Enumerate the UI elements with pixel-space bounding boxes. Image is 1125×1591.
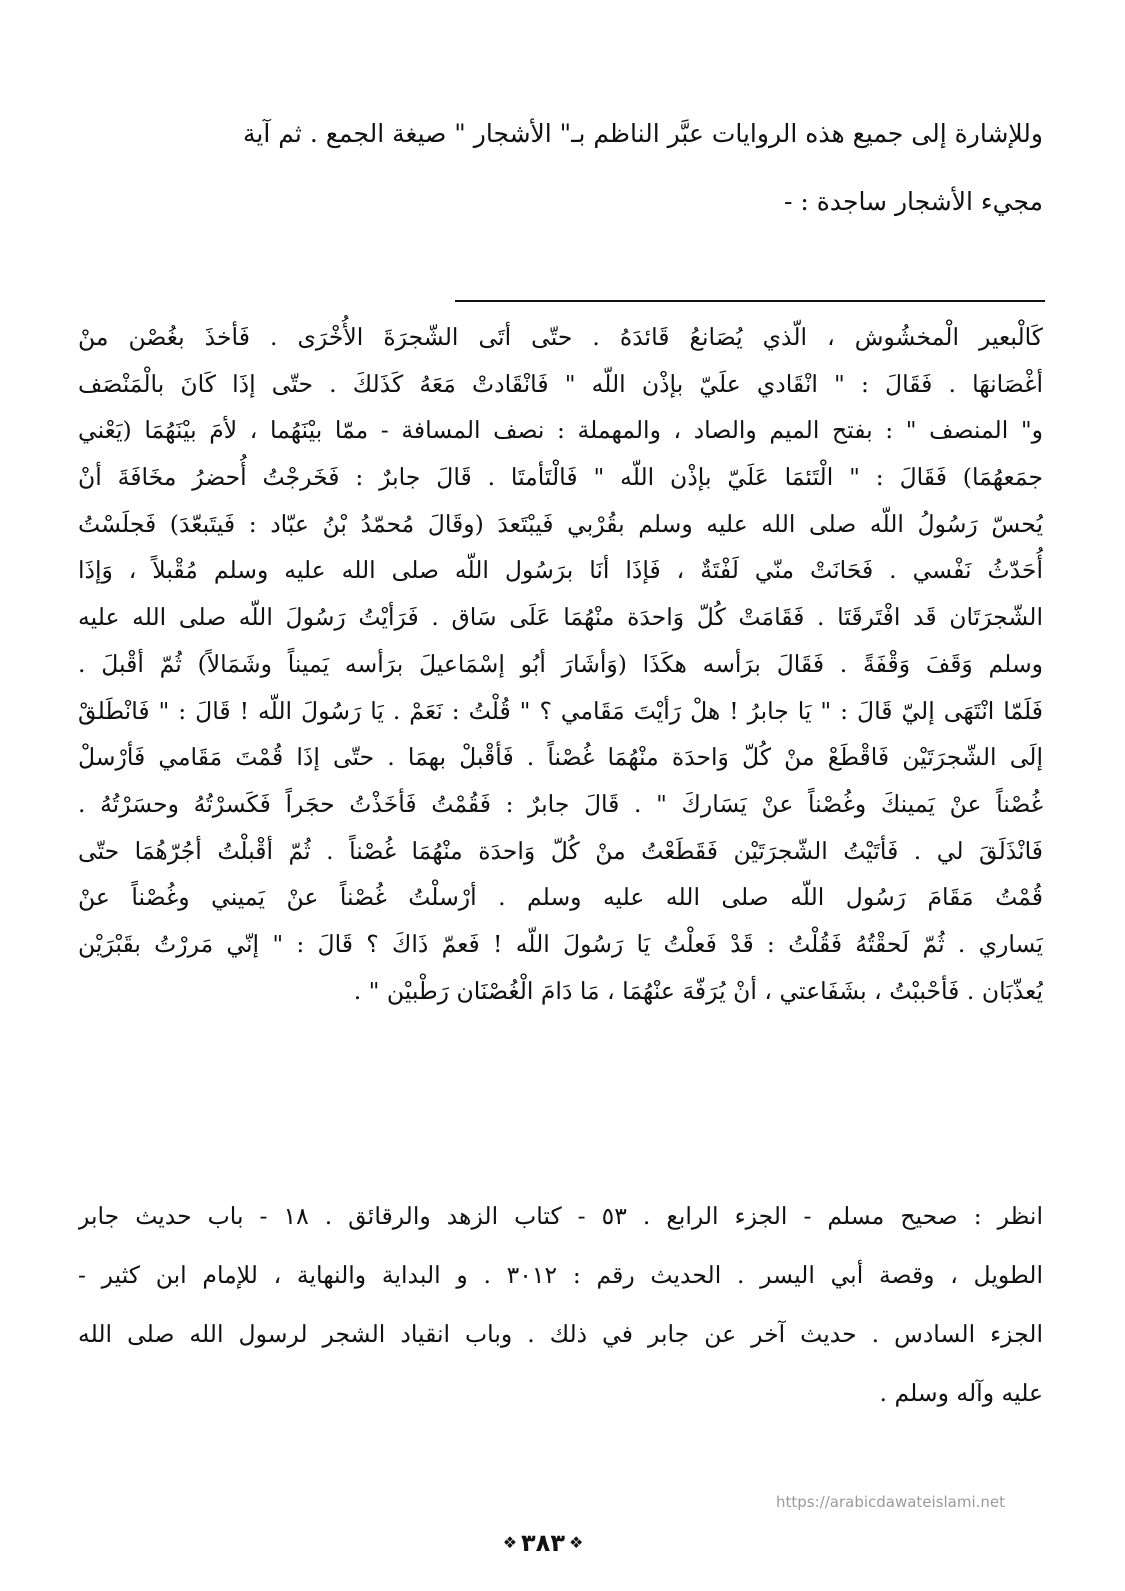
footnote-line: جمَعهُمَا) فَقَالَ : " الْتَئمَا عَلَيّ بإذْن اللّه " فَالْتَأمتَا . قَالَ جابرٌ : فَخَرجْتُ أُحضرُ مخَافَةَ أنْ bbox=[78, 463, 1043, 492]
footnote-separator bbox=[455, 300, 1045, 302]
intro-line: وللإشارة إلى جميع هذه الروايات عبَّر الناظم بـ" الأشجار " صيغة الجمع . ثم آية bbox=[243, 119, 1043, 148]
intro-paragraph bbox=[78, 100, 1043, 236]
footnote-line: فَانْذَلَقَ لي . فَأتَيْتُ الشّجرَتَيْن فَقَطَعْتُ منْ كُلّ وَاحدَة منْهُمَا غُصْناً . ثُمّ أقْبلْتُ أجُرّهُمَا حتّى bbox=[78, 836, 1043, 865]
reference-line: عليه وآله وسلم . bbox=[879, 1379, 1043, 1407]
source-watermark: https://arabicdawateislami.net bbox=[776, 1493, 1006, 1511]
footnote-line: وسلم وَقَفَ وَقْفَةً . فَقَالَ برَأسه هكَذَا (وَأشَارَ أبُو إسْمَاعيلَ برَأسه يَميناً وشَمَالاً) ثُمّ أقْبلَ . bbox=[78, 649, 1043, 678]
page-number: ٣٨٣ bbox=[521, 1529, 565, 1557]
footnote-line: يُعذّبَان . فَأحْببْتُ ، بشَفَاعتي ، أنْ يُرَفّهَ عنْهُمَا ، مَا دَامَ الْغُصْنَان رَطْبيْن " . bbox=[353, 976, 1043, 1005]
footnote-line: غُصْناً عنْ يَمينكَ وغُصْناً عنْ يَسَاركَ " . قَالَ جابرٌ : فَقُمْتُ فَأخَذْتُ حجَراً فَكَسرْتُهُ وحسَرْتُهُ . bbox=[78, 789, 1043, 818]
footnote-line: إلَى الشّجرَتَيْن فَاقْطَعْ منْ كُلّ وَاحدَة منْهُمَا غُصْناً . فَأقْبلْ بهمَا . حتّى إذَا قُمْتَ مَقَامي فَأرْسلْ bbox=[78, 743, 1043, 772]
footnote-line: يَساري . ثُمّ لَحقْتُهُ فَقُلْتُ : قَدْ فَعلْتُ يَا رَسُولَ اللّه ! فَعمّ ذَاكَ ؟ قَالَ : " إنّي مَررْتُ بقَبْرَيْن bbox=[78, 929, 1043, 958]
footnote-line: أُحَدّثُ نَفْسي . فَحَانَتْ منّي لَفْتَةٌ ، فَإذَا أنَا برَسُول اللّه صلى الله عليه وسلم مُقْبلاً ، وَإذَا bbox=[78, 556, 1043, 585]
footnote-line: يُحسّ رَسُولُ اللّه صلى الله عليه وسلم بقُرْبي فَيبْتَعدَ (وقَالَ مُحمّدُ بْنُ عبّاد : فَيتَبعّدَ) فَجلَسْتُ bbox=[78, 509, 1043, 538]
footnote-line: كَالْبعير الْمخشُوش ، الّذي يُصَانعُ قَائدَهُ . حتّى أتَى الشّجرَةَ الأُخْرَى . فَأخذَ بغُصْن منْ bbox=[78, 323, 1043, 351]
footnote-hadith-text bbox=[78, 314, 1043, 1014]
intro-line: مجيء الأشجار ساجدة : - bbox=[784, 187, 1043, 216]
footnote-line: الشّجرَتَان قَد افْتَرقَتَا . فَقَامَتْ كُلّ وَاحدَة منْهُمَا عَلَى سَاق . فَرَأيْتُ رَسُولَ اللّه صلى الله عليه bbox=[78, 603, 1043, 632]
ornament-left-icon: ❖ bbox=[502, 1533, 518, 1552]
footnote-line: فَلَمّا انْتَهَى إليّ قَالَ : " يَا جابرُ ! هلْ رَأيْتَ مَقَامي ؟ " قُلْتُ : نَعَمْ . يَا رَسُولَ اللّه ! قَالَ : " فَانْطَلقْ bbox=[78, 696, 1043, 725]
footnote-line: قُمْتُ مَقَامَ رَسُول اللّه صلى الله عليه وسلم . أرْسلْتُ غُصْناً عنْ يَميني وغُصْناً عنْ bbox=[78, 883, 1043, 912]
footnote-references bbox=[78, 1187, 1043, 1423]
footnote-line: و" المنصف " : بفتح الميم والصاد ، والمهملة : نصف المسافة - ممّا بيْنَهُما ، لأمَ بيْنَهُمَا (يَعْني bbox=[78, 416, 1043, 445]
ornament-right-icon: ❖ bbox=[568, 1533, 584, 1552]
reference-line: انظر : صحيح مسلم - الجزء الرابع . ٥٣ - كتاب الزهد والرقائق . ١٨ - باب حديث جابر bbox=[78, 1202, 1043, 1230]
reference-line: الطويل ، وقصة أبي اليسر . الحديث رقم : ٣٠١٢ . و البداية والنهاية ، للإمام ابن كثير - bbox=[78, 1261, 1043, 1289]
reference-line: الجزء السادس . حديث آخر عن جابر في ذلك . وباب انقياد الشجر لرسول الله صلى الله bbox=[78, 1320, 1043, 1348]
page-number-box bbox=[495, 1528, 591, 1558]
footnote-line: أغْصَانهَا . فَقَالَ : " انْقَادي علَيّ بإذْن اللّه " فَانْقَادتْ مَعَهُ كَذَلكَ . حتّى إذَا كَانَ بالْمَنْصَف bbox=[78, 369, 1043, 398]
